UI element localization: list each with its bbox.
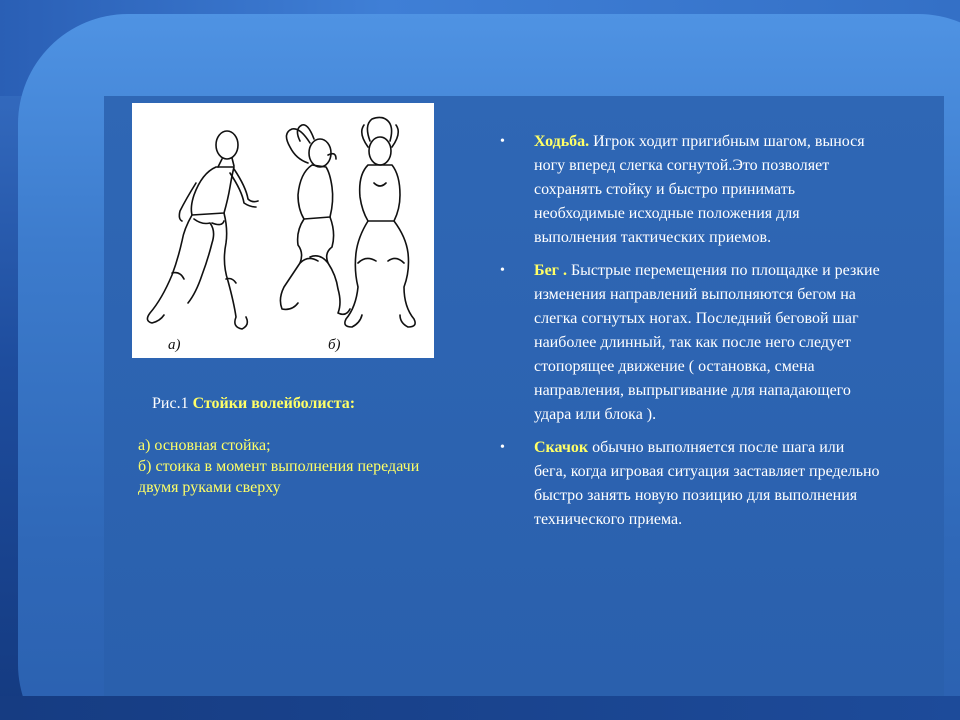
figure-label-b: б): [328, 337, 341, 353]
volleyball-stance-drawing-icon: [132, 103, 434, 358]
text-running: Быстрые перемещения по площадке и резкие изменения направлений выполняются бегом на слегка согнутых ногах. Последний беговой шаг наиболее длинный, так как после него следует стопорящее движение ( остановка, смена направления, выпрыгивание для нападающего удара или блока ).: [534, 262, 880, 423]
figure-caption: [138, 393, 438, 498]
bullet-icon: •: [500, 134, 505, 149]
caption-item-b: б) стоика в момент выполнения передачи двумя руками сверху: [138, 458, 420, 496]
figure-label-a: а): [168, 337, 181, 353]
caption-item-a: а) основная стойка;: [138, 437, 271, 454]
bullet-icon: •: [500, 263, 505, 278]
bullet-icon: •: [500, 440, 505, 455]
caption-title-text: Стойки волейболиста:: [192, 395, 356, 412]
text-jump: обычно выполняется после шага или бега, когда игровая ситуация заставляет предельно быстро занять новую позицию для выполнения технического приема.: [534, 439, 880, 528]
term-running: Бег .: [534, 262, 567, 279]
list-item-running: [500, 259, 880, 427]
caption-prefix: Рис.1: [152, 395, 193, 412]
caption-spacer: [138, 414, 438, 435]
movement-list: [500, 130, 880, 541]
list-item-jump: [500, 436, 880, 532]
term-jump: Скачок: [534, 439, 589, 456]
text-walking: Игрок ходит пригибным шагом, вынося ногу вперед слегка согнутой.Это позволяет сохранять стойку и быстро принимать необходимые исходные положения для выполнения тактических приемов.: [534, 133, 865, 246]
term-walking: Ходьба.: [534, 133, 590, 150]
stance-figure: [132, 103, 434, 358]
list-item-walking: [500, 130, 880, 250]
bottom-bar: [0, 696, 960, 720]
caption-title: [138, 393, 438, 414]
